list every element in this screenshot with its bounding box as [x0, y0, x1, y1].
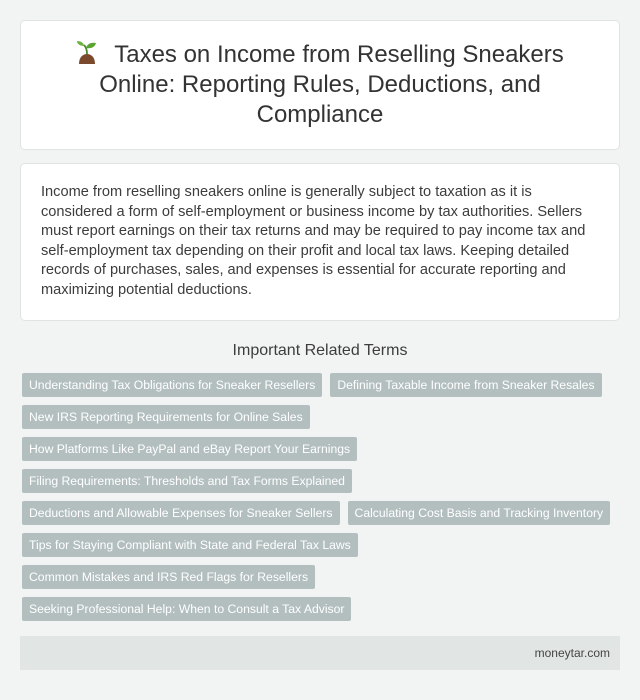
related-term-tag[interactable]: Deductions and Allowable Expenses for Sneaker Sellers	[22, 501, 340, 525]
page-title	[61, 40, 579, 130]
related-term-tag[interactable]: Understanding Tax Obligations for Sneaker Resellers	[22, 373, 322, 397]
related-term-tag[interactable]: Seeking Professional Help: When to Consult a Tax Advisor	[22, 597, 351, 621]
summary-text: Income from reselling sneakers online is generally subject to taxation as it is considered a form of self-employment or business income by tax authorities. Sellers must report earnings on their tax returns and may be required to pay income tax and self-employment tax depending on their profit and local tax laws. Keeping detailed records of purchases, sales, and expenses is essential for accurate reporting and maximizing potential deductions.	[41, 184, 586, 298]
sprout-icon	[76, 40, 98, 64]
related-term-tag[interactable]: How Platforms Like PayPal and eBay Report Your Earnings	[22, 437, 357, 461]
related-term-tag[interactable]: Common Mistakes and IRS Red Flags for Resellers	[22, 565, 315, 589]
related-term-tag[interactable]: Defining Taxable Income from Sneaker Resales	[330, 373, 601, 397]
summary-card	[20, 163, 620, 321]
related-term-tag[interactable]: Calculating Cost Basis and Tracking Inventory	[348, 501, 611, 525]
related-term-tag[interactable]: New IRS Reporting Requirements for Online Sales	[22, 405, 310, 429]
footer	[20, 636, 620, 670]
title-card	[20, 20, 620, 150]
related-term-tag[interactable]: Filing Requirements: Thresholds and Tax Forms Explained	[22, 469, 352, 493]
related-terms-heading: Important Related Terms	[232, 342, 408, 359]
related-terms-list	[22, 373, 620, 621]
footer-site-link[interactable]: moneytar.com	[534, 646, 610, 660]
related-term-tag[interactable]: Tips for Staying Compliant with State and Federal Tax Laws	[22, 533, 358, 557]
page-title-text: Taxes on Income from Reselling Sneakers Online: Reporting Rules, Deductions, and Compliance	[99, 41, 564, 128]
